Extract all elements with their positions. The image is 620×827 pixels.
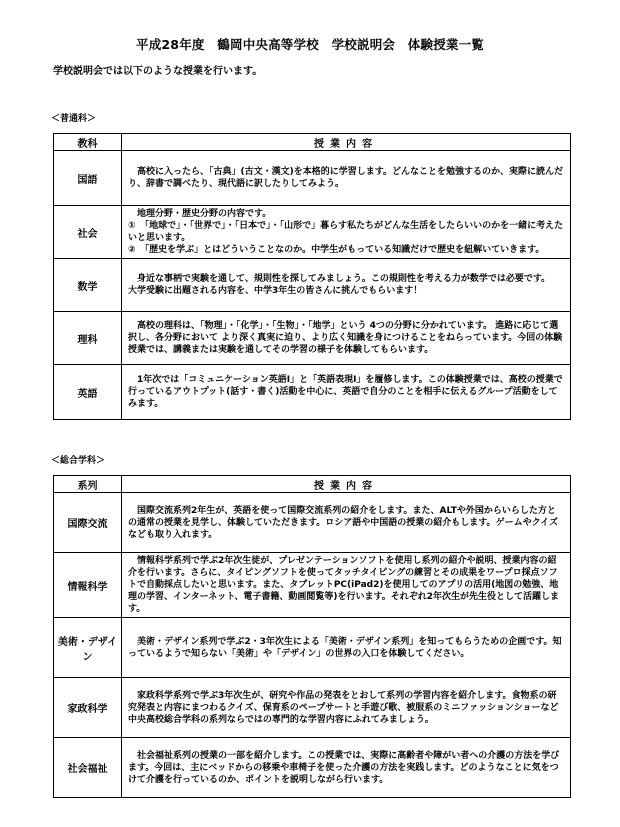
table-row — [54, 206, 571, 259]
content-line: 社会福祉系列の授業の一部を紹介します。この授業では、実際に高齢者や障がい者への介護の方法を学びます。今回は、主にベッドからの移乗や車椅子を使った介護の方法を実践します。どのようなことに気をつけて介護を行っているのか、ポイントを説明しながら行います。 — [128, 750, 560, 785]
table-header-row — [54, 476, 571, 493]
header-content: 授業内容 — [122, 476, 571, 493]
row-content — [122, 365, 571, 420]
table-row — [54, 312, 571, 365]
row-subject: 英語 — [54, 365, 122, 420]
content-line: 高校に入ったら、「古典」(古文・漢文)を本格的に学習します。どんなことを勉強するのか、実際に読んだり、辞書で調べたり、現代語に訳したりしてみよう。 — [128, 167, 564, 189]
row-content — [122, 312, 571, 365]
content-line: ② 「歴史を学ぶ」とはどういうことなのか。中学生がもっている知識だけで歴史を紐解いていきます。 — [128, 245, 545, 255]
content-line: 家政科学系列で学ぶ3年次生が、研究や作品の発表をとおして系列の学習内容を紹介します。食物系の研究発表と内容にまつわるクイズ、保育系のペープサートと手遊び歌、被服系のミニファッションショーなど中央高校総合学科の系列ならではの専門的な学習内容にふれてみましょう。 — [128, 690, 559, 725]
content-line: 美術・デザイン系列で学ぶ2・3年次生による「美術・デザイン系列」を知ってもらうための企画です。知っているようで知らない「美術」や「デザイン」の世界の入口を体験してください。 — [128, 636, 562, 659]
table-row — [54, 678, 571, 738]
header-subject: 教科 — [54, 134, 122, 151]
content-line: 大学受験に出題される内容を、中学3年生の皆さんに挑んでもらいます！ — [128, 286, 423, 296]
content-line: 地理分野・歴史分野の内容です。 — [128, 209, 272, 219]
row-subject: 社会福祉 — [54, 738, 122, 798]
content-line: 1年次では「コミュニケーション英語Ⅰ」と「英語表現Ⅰ」を履修します。この体験授業では、高校の授業で行っているアウトプット(話す・書く)活動を中心に、英語で自分のことを相手に伝えるグループ活動をしてみます。 — [128, 375, 563, 409]
row-subject: 数学 — [54, 259, 122, 312]
content-line: 高校の理科は、「物理」・「化学」・「生物」・「地学」という 4つの分野に分かれています。 進路に応じて選択し、各分野において より深く真実に迫り、より広く知識を身につけることをねらっています。今回の体験授業では、講義または実験を通してその学習の様子を体験してもらいます。 — [128, 321, 563, 355]
table-header-row — [54, 134, 571, 151]
table-row — [54, 618, 571, 678]
content-line: 国際交流系列2年生が、英語を使って国際交流系列の紹介をします。また、ALTや外国からいらした方との通常の授業を見学し、体験していただきます。ロシア語や中国語の授業の紹介もします。ゲームやクイズなども取り入れます。 — [128, 505, 559, 540]
row-subject: 国語 — [54, 151, 122, 206]
row-subject: 国際交流 — [54, 493, 122, 553]
content-line: 身近な事柄で実験を通して、規則性を探してみましょう。この規則性を考える力が数学では必要です。 — [128, 274, 551, 284]
table-row — [54, 738, 571, 798]
row-content — [122, 493, 571, 553]
section-label-general: ＜普通科＞ — [51, 114, 97, 124]
content-line: 情報科学系列で学ぶ2年次生徒が、プレゼンテーションソフトを使用し系列の紹介や説明、授業内容の紹介を行います。さらに、タイピングソフトを使ってタッチタイピングの練習とその成果をワープロ採点ソフトで自動採点したいと思います。また、タブレットPC(iPad2)を使用してのアプリの活用(地図の勉強、地理の学習、インターネット、電子書籍、動画閲覧等)を行います。それぞれ2年次生が先生役として活躍します。 — [128, 556, 560, 614]
row-subject: 理科 — [54, 312, 122, 365]
row-content — [122, 206, 571, 259]
table-row — [54, 151, 571, 206]
intro-text: 学校説明会では以下のような授業を行います。 — [53, 66, 263, 77]
header-subject: 系列 — [54, 476, 122, 493]
content-line: ① 「地球で」・「世界で」・「日本で」・「山形で」暮らす私たちがどんな生活をしたらいいのかを一緒に考えたいと思います。 — [128, 221, 564, 243]
row-content — [122, 618, 571, 678]
integrated-course-table — [53, 475, 571, 798]
row-content — [122, 678, 571, 738]
row-content — [122, 553, 571, 618]
row-subject: 家政科学 — [54, 678, 122, 738]
page-title: 平成28年度 鶴岡中央高等学校 学校説明会 体験授業一覧 — [136, 37, 484, 52]
section-label-integrated: ＜総合学科＞ — [51, 456, 106, 466]
row-subject: 情報科学 — [54, 553, 122, 618]
row-subject: 美術・デザイン — [54, 618, 122, 678]
row-content — [122, 259, 571, 312]
row-content — [122, 738, 571, 798]
table-row — [54, 259, 571, 312]
header-content: 授業内容 — [122, 134, 571, 151]
row-content — [122, 151, 571, 206]
table-row — [54, 553, 571, 618]
general-course-table — [53, 133, 571, 420]
table-row — [54, 493, 571, 553]
table-row — [54, 365, 571, 420]
row-subject: 社会 — [54, 206, 122, 259]
